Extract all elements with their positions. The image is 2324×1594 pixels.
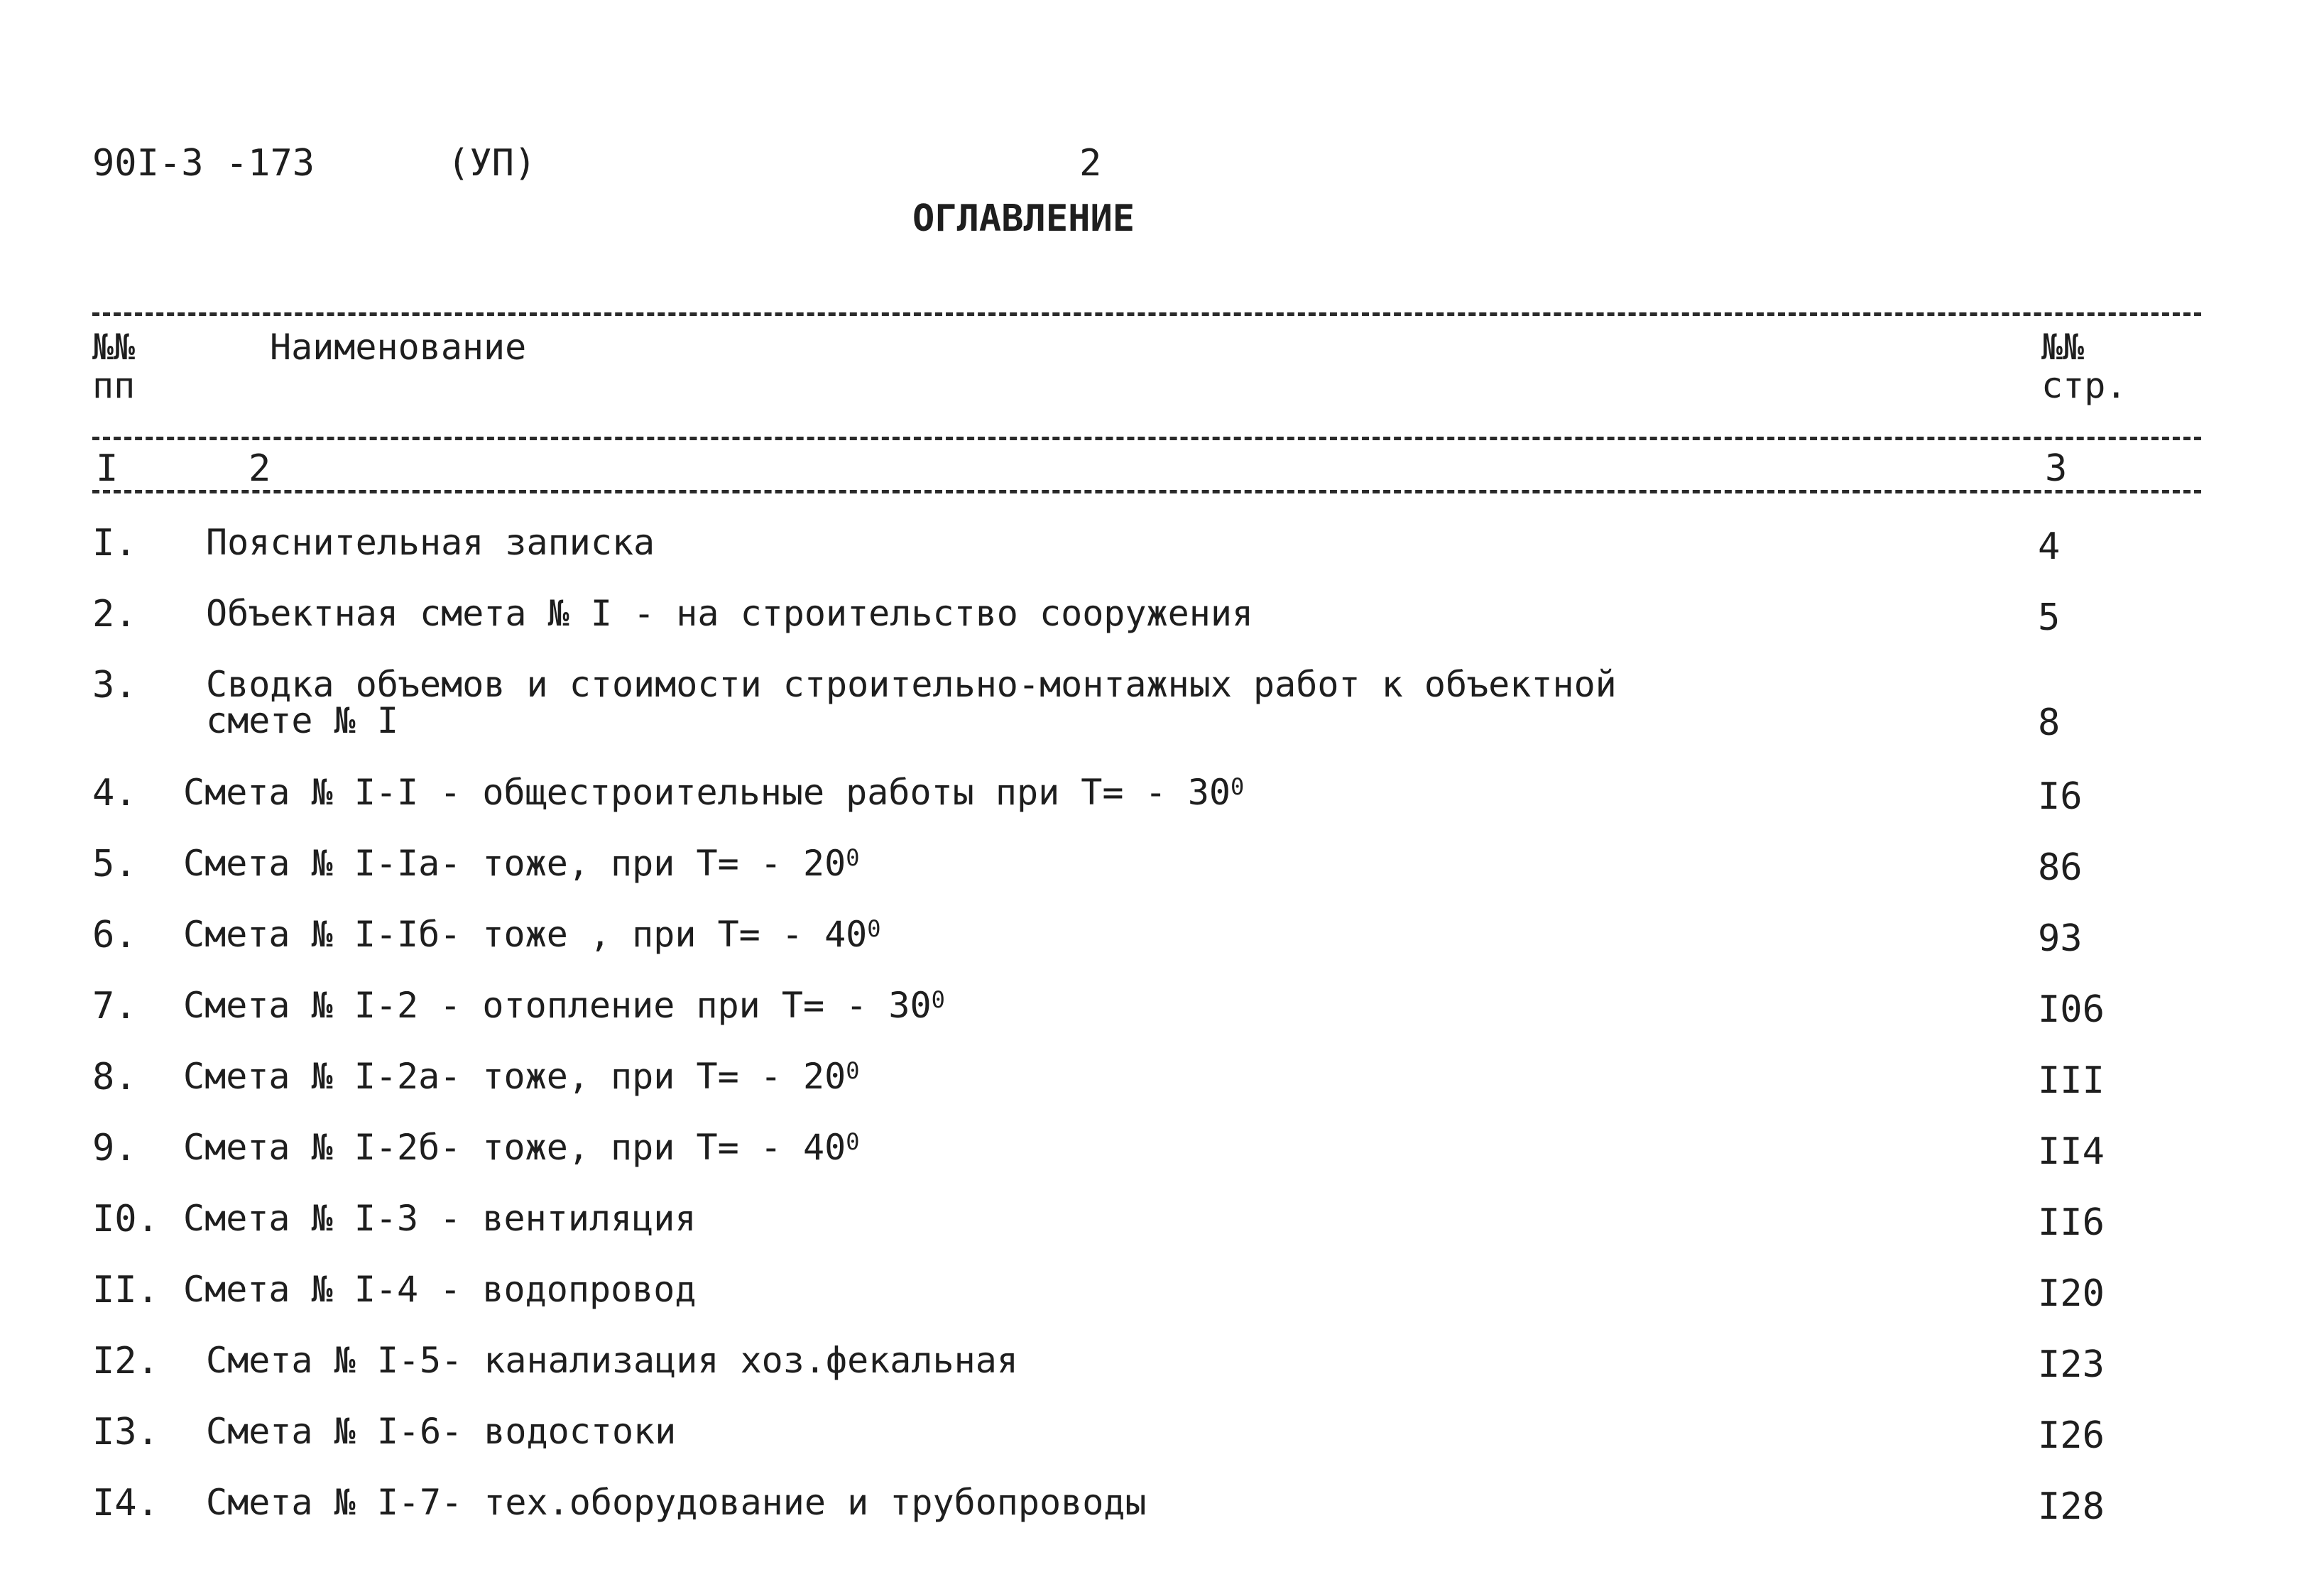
row-page: 86 <box>2038 846 2083 889</box>
row-page: I23 <box>2038 1343 2105 1386</box>
row-title: Смета № I-2 - отопление при $Т= - 30^0$ <box>183 985 945 1026</box>
doc-type: (УП) <box>447 142 537 185</box>
rule-numbers <box>92 490 2201 493</box>
col-num-label: №№ пп <box>92 327 136 406</box>
row-title: Смета № I-6- водостоки <box>206 1411 677 1452</box>
row-page: I6 <box>2038 775 2083 818</box>
row-page: I26 <box>2038 1414 2105 1457</box>
row-title: Смета № I-2а- тоже, при $Т= - 20^0$ <box>183 1056 860 1097</box>
row-number: 9. <box>92 1127 137 1169</box>
row-title: Смета № I-7- тех.оборудование и трубопроводы <box>206 1482 1147 1523</box>
row-page: 93 <box>2038 917 2083 960</box>
degree-superscript: 0 <box>846 1057 860 1084</box>
degree-superscript: 0 <box>1231 773 1245 800</box>
col-name-label: Наименование <box>270 327 527 368</box>
col-page-label: №№ стр. <box>2041 327 2127 406</box>
row-title: Смета № I-Iа- тоже, при $Т= - 20^0$ <box>183 843 860 884</box>
row-number: 6. <box>92 914 137 956</box>
row-page: III <box>2038 1059 2105 1102</box>
rule-head <box>92 437 2201 440</box>
row-number: I4. <box>92 1482 159 1524</box>
row-title: Сводка объемов и стоимости строительно-монтажных работ к объектной <box>206 664 1617 705</box>
rule-top <box>92 312 2201 316</box>
row-title-continued: смете № I <box>206 700 398 741</box>
col-number-1: I <box>96 447 119 490</box>
degree-superscript: 0 <box>867 915 881 942</box>
row-page: II6 <box>2038 1201 2105 1244</box>
page-number: 2 <box>1079 142 1102 185</box>
row-number: 8. <box>92 1056 137 1098</box>
row-number: 7. <box>92 985 137 1027</box>
row-number: 5. <box>92 843 137 885</box>
row-number: 3. <box>92 664 137 706</box>
row-number: 4. <box>92 772 137 814</box>
degree-superscript: 0 <box>931 986 945 1013</box>
row-page: I28 <box>2038 1485 2105 1528</box>
row-number: I2. <box>92 1340 159 1382</box>
row-number: II. <box>92 1269 159 1311</box>
row-title: Смета № I-Iб- тоже , при $Т= - 40^0$ <box>183 914 881 955</box>
row-page: I06 <box>2038 988 2105 1031</box>
row-number: I3. <box>92 1411 159 1453</box>
row-title: Смета № I-2б- тоже, при $Т= - 40^0$ <box>183 1127 860 1168</box>
toc-title: ОГЛАВЛЕНИЕ <box>912 197 1135 240</box>
row-title: Пояснительная записка <box>206 522 655 563</box>
row-title: Смета № I-5- канализация хоз.фекальная <box>206 1340 1018 1381</box>
degree-superscript: 0 <box>846 1128 860 1155</box>
row-number: I0. <box>92 1198 159 1240</box>
row-title: Смета № I-3 - вентиляция <box>183 1198 697 1239</box>
col-number-2: 2 <box>249 447 271 490</box>
row-title: Смета № I-4 - водопровод <box>183 1269 697 1310</box>
row-page: 5 <box>2038 596 2061 639</box>
row-page: 8 <box>2038 702 2061 744</box>
col-number-3: 3 <box>2045 447 2068 490</box>
row-page: II4 <box>2038 1130 2105 1173</box>
row-title: Объектная смета № I - на строительство сооружения <box>206 593 1254 634</box>
doc-code: 90I-3 -173 <box>92 142 315 185</box>
degree-superscript: 0 <box>846 844 860 871</box>
row-title: Смета № I-I - общестроительные работы при $Т= - 30^0$ <box>183 772 1245 813</box>
row-page: 4 <box>2038 525 2061 568</box>
row-number: 2. <box>92 593 137 635</box>
row-number: I. <box>92 522 137 564</box>
row-page: I20 <box>2038 1272 2105 1315</box>
